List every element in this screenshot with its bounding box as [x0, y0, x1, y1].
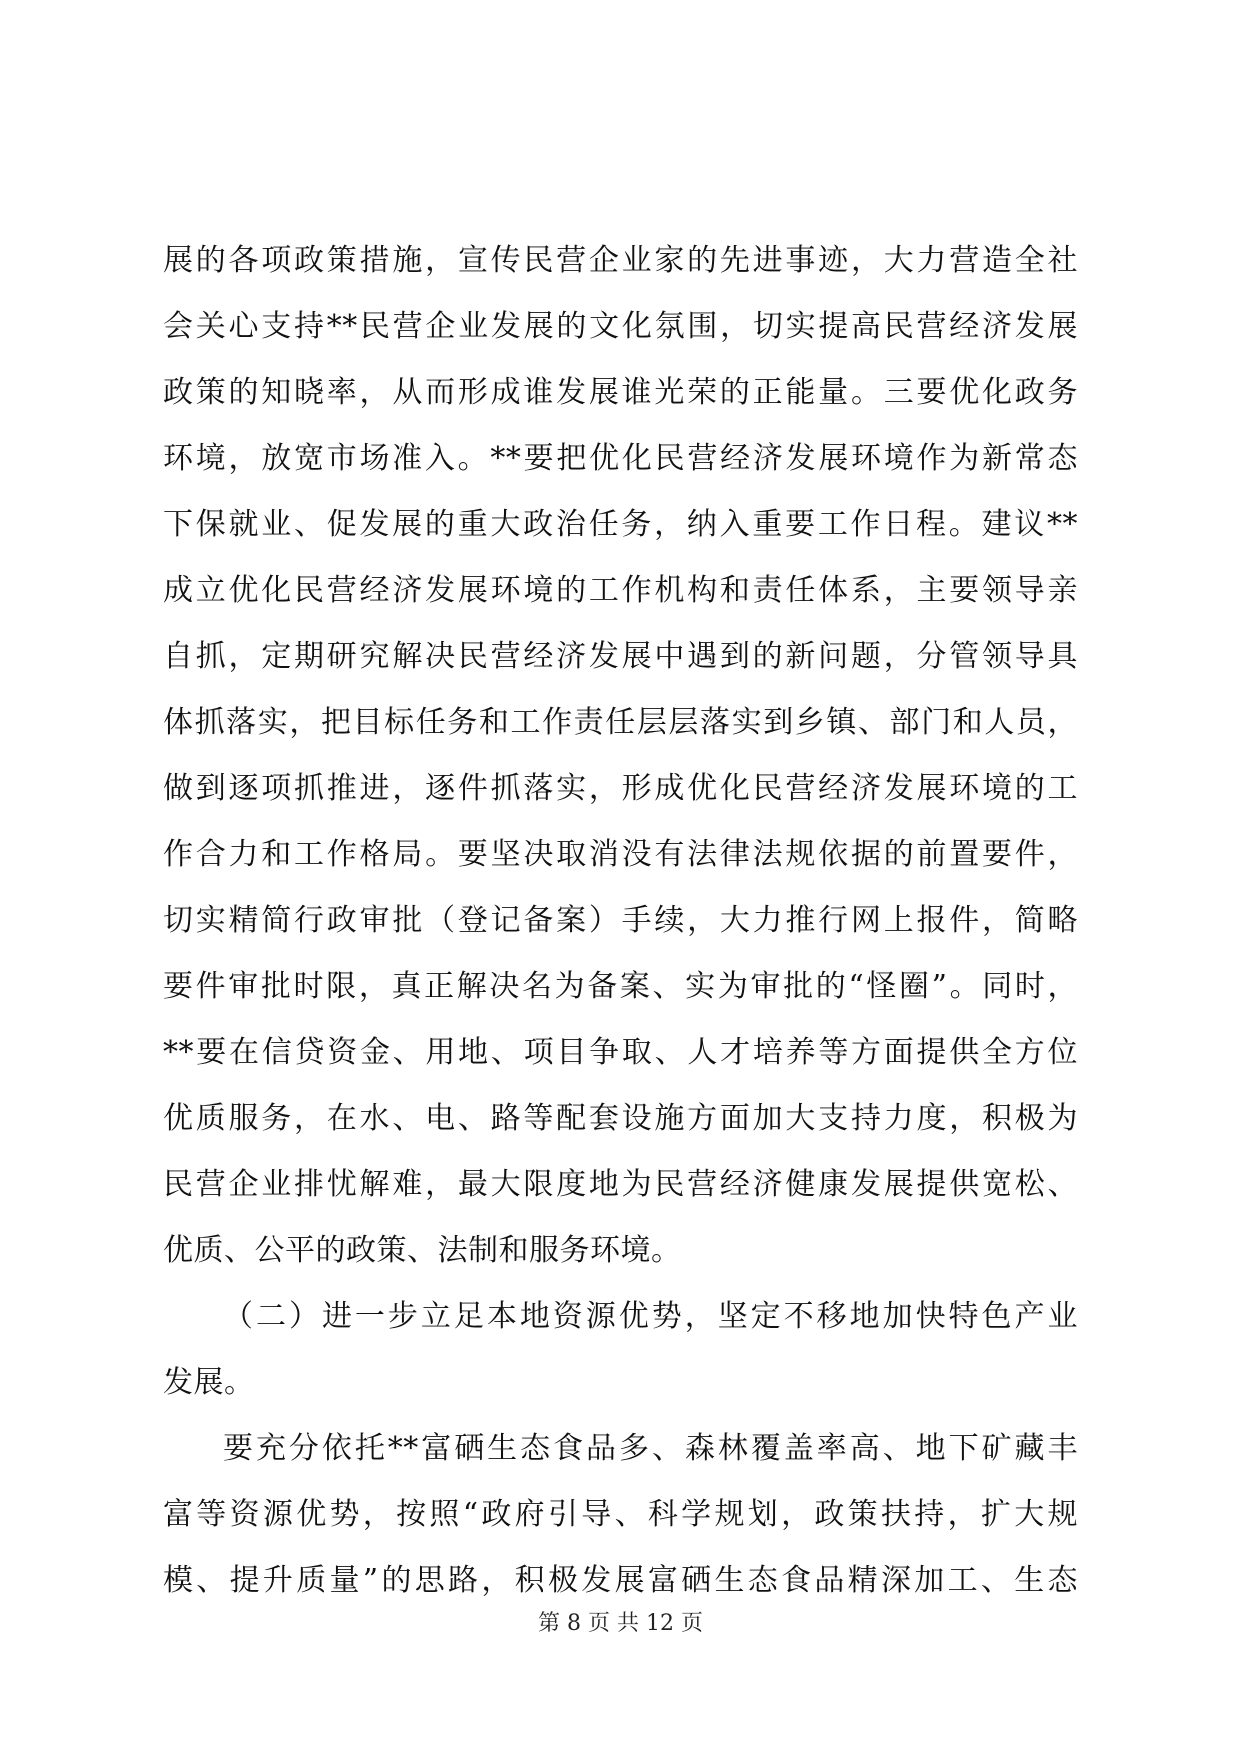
text-line: 民营企业排忧解难，最大限度地为民营经济健康发展提供宽松、: [163, 1167, 1078, 1202]
text-line: 展的各项政策措施，宣传民营企业家的先进事迹，大力营造全社: [163, 243, 1078, 278]
text-line: 要充分依托**富硒生态食品多、森林覆盖率高、地下矿藏丰: [223, 1431, 1078, 1466]
text-line: 会关心支持**民营企业发展的文化氛围，切实提高民营经济发展: [163, 309, 1078, 344]
text-line: 自抓，定期研究解决民营经济发展中遇到的新问题，分管领导具: [163, 639, 1078, 674]
section-heading-line: （二）进一步立足本地资源优势，坚定不移地加快特色产业: [223, 1299, 1078, 1334]
text-line: 富等资源优势，按照“政府引导、科学规划，政策扶持，扩大规: [163, 1497, 1078, 1532]
text-line: 要件审批时限，真正解决名为备案、实为审批的“怪圈”。同时，: [163, 969, 1078, 1004]
text-line: 模、提升质量”的思路，积极发展富硒生态食品精深加工、生态: [163, 1563, 1078, 1598]
section-heading-line: 发展。: [163, 1365, 255, 1400]
document-body: [163, 228, 1078, 1614]
text-line: 下保就业、促发展的重大政治任务，纳入重要工作日程。建议**: [163, 507, 1078, 542]
text-line: 成立优化民营经济发展环境的工作机构和责任体系，主要领导亲: [163, 573, 1078, 608]
text-line: 优质服务，在水、电、路等配套设施方面加大支持力度，积极为: [163, 1101, 1078, 1136]
text-line: 做到逐项抓推进，逐件抓落实，形成优化民营经济发展环境的工: [163, 771, 1078, 806]
text-line: 切实精简行政审批（登记备案）手续，大力推行网上报件，简略: [163, 903, 1078, 938]
text-line: **要在信贷资金、用地、项目争取、人才培养等方面提供全方位: [163, 1035, 1078, 1070]
text-line: 优质、公平的政策、法制和服务环境。: [163, 1233, 682, 1268]
text-line: 体抓落实，把目标任务和工作责任层层落实到乡镇、部门和人员，: [163, 705, 1078, 740]
text-line: 作合力和工作格局。要坚决取消没有法律法规依据的前置要件，: [163, 837, 1078, 872]
text-line: 政策的知晓率，从而形成谁发展谁光荣的正能量。三要优化政务: [163, 375, 1078, 410]
text-line: 环境，放宽市场准入。**要把优化民营经济发展环境作为新常态: [163, 441, 1078, 476]
page-number-footer: 第 8 页 共 12 页: [538, 1611, 703, 1636]
